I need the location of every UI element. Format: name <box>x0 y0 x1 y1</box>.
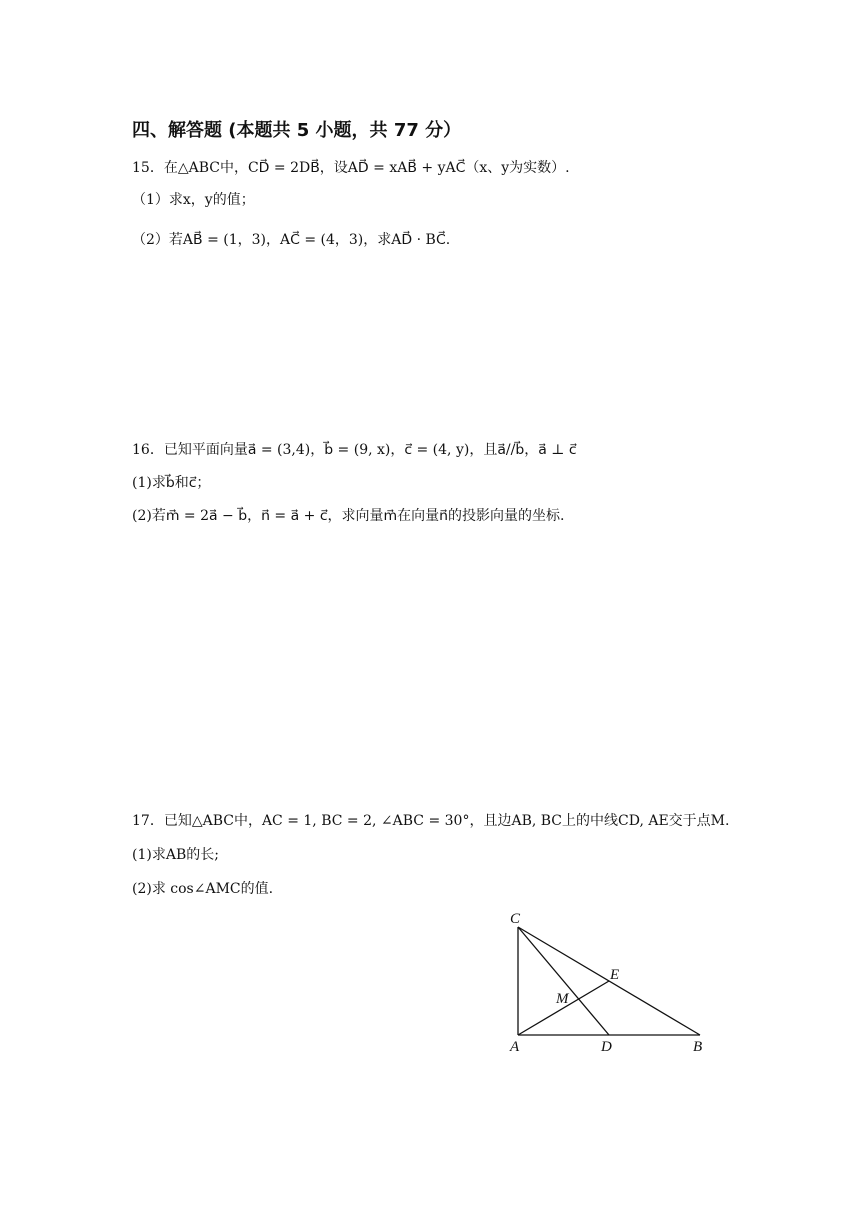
label-m: M <box>556 991 569 1007</box>
median-cd <box>518 927 609 1035</box>
problem-16-part-1: (1)求b⃗和c⃗； <box>132 475 211 491</box>
problem-15-part-1: （1）求x，y的值； <box>132 192 255 208</box>
label-b: B <box>693 1039 703 1055</box>
problem-17-part-2: (2)求 cos∠AMC的值. <box>132 881 274 897</box>
problem-16-part-2: (2)若m⃗ = 2a⃗ − b⃗，n⃗ = a⃗ + c⃗，求向量m⃗在向量n⃗的投影向量的坐标. <box>132 508 565 524</box>
problem-16-statement: 16．已知平面向量a⃗ = (3,4)，b⃗ = (9, x)，c⃗ = (4, y)，且a⃗//b⃗，a⃗ ⊥ c⃗ <box>132 442 577 458</box>
section-heading: 四、解答题 (本题共 5 小题，共 77 分） <box>132 120 462 141</box>
label-e: E <box>610 967 620 983</box>
problem-15-statement: 15．在△ABC中，CD⃗ = 2DB⃗，设AD⃗ = xAB⃗ + yAC⃗（x、y为实数）. <box>132 160 570 176</box>
problem-15-part-2: （2）若AB⃗ = (1，3)，AC⃗ = (4，3)，求AD⃗ · BC⃗. <box>132 232 451 248</box>
median-ae <box>518 981 609 1035</box>
label-d: D <box>601 1039 612 1055</box>
triangle-figure <box>500 905 720 1055</box>
label-c: C <box>510 911 521 927</box>
problem-17-statement: 17．已知△ABC中，AC = 1, BC = 2, ∠ABC = 30°，且边AB, BC上的中线CD, AE交于点M. <box>132 813 730 829</box>
label-a: A <box>510 1039 520 1055</box>
problem-17-part-1: (1)求AB的长; <box>132 847 219 863</box>
